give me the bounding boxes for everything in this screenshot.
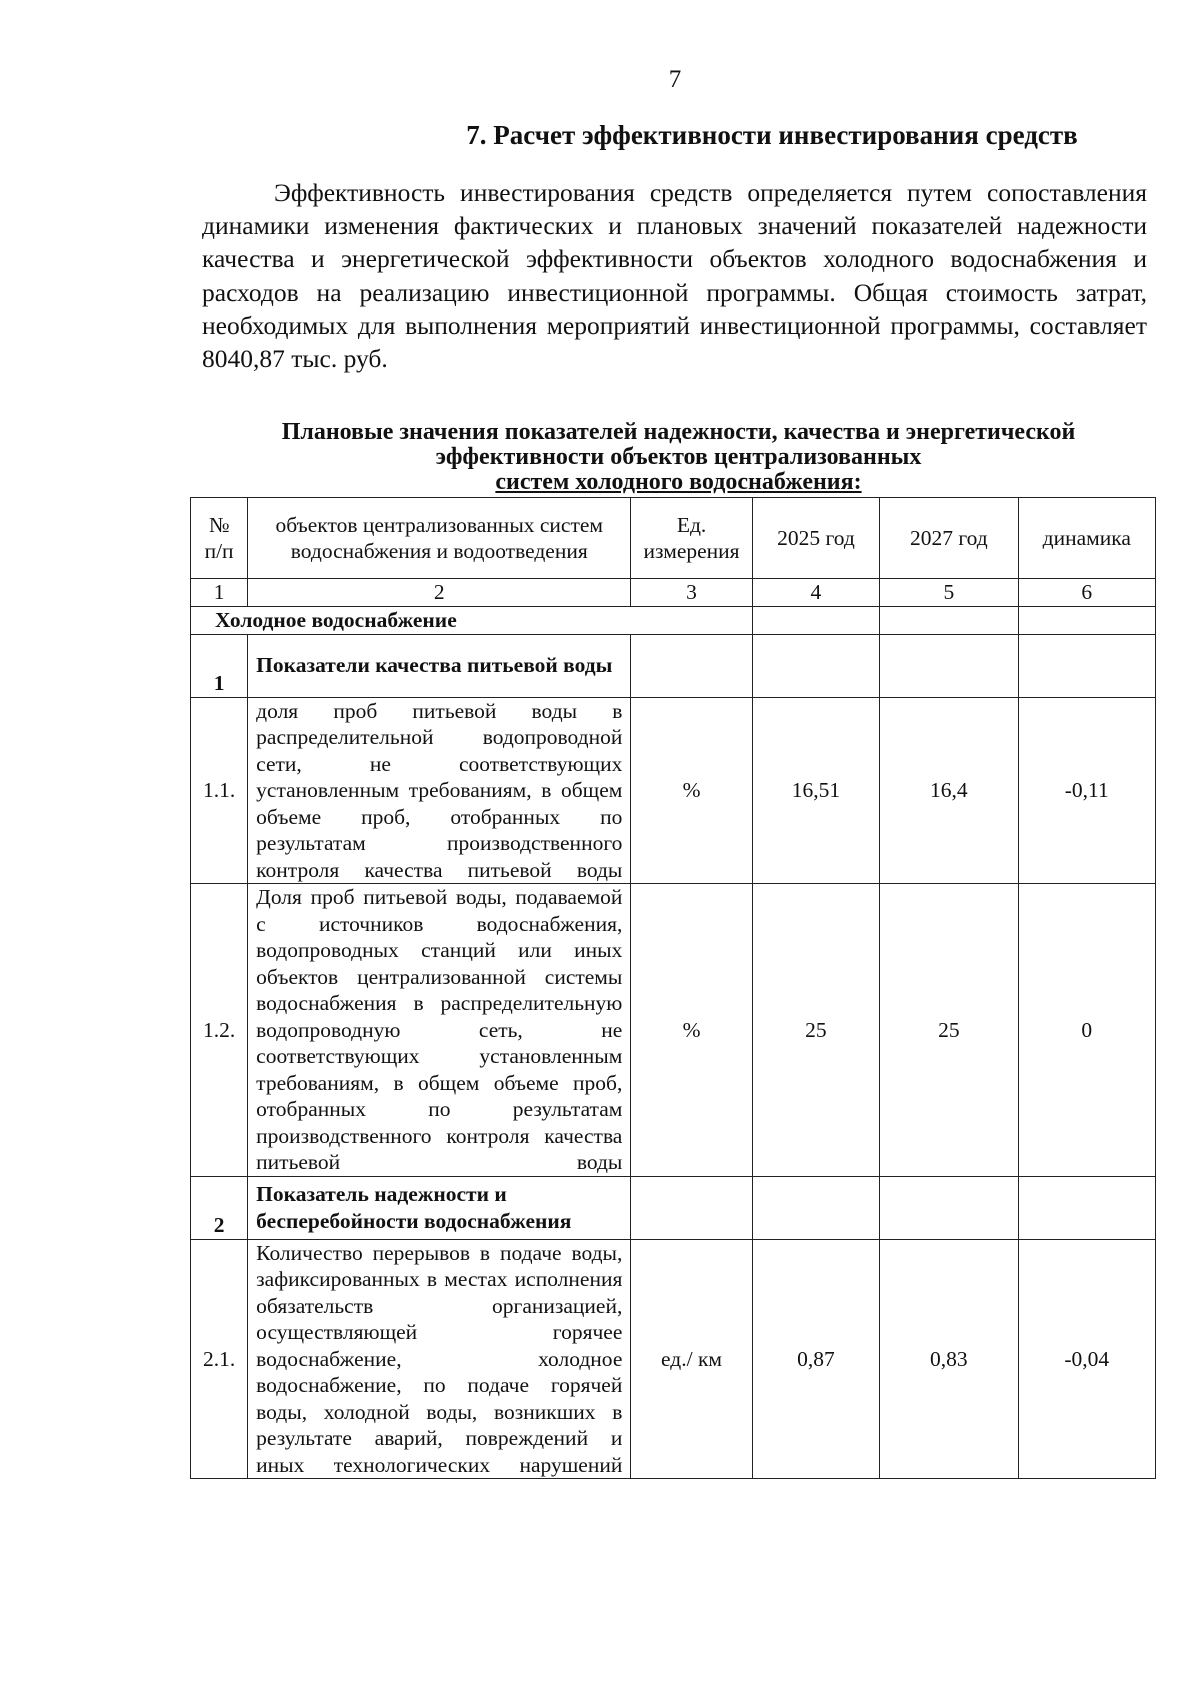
- group-row: [191, 1176, 1156, 1239]
- group-row: [191, 634, 1156, 697]
- header-unit: Ед. измерения: [631, 498, 752, 579]
- column-number: 4: [752, 579, 879, 607]
- header-dynamics: динамика: [1018, 498, 1155, 579]
- value-dynamics: -0,11: [1018, 697, 1155, 884]
- table-title-line-3: систем холодного водоснабжения:: [495, 469, 862, 495]
- header-name: объектов централизованных систем водоснабжения и водоотведения: [248, 498, 631, 579]
- header-num: № п/п: [191, 498, 248, 579]
- header-year-2025: 2025 год: [752, 498, 879, 579]
- table-title-line-2: эффективности объектов централизованных: [435, 444, 922, 470]
- row-number: 2.1.: [191, 1239, 248, 1479]
- page-number: 7: [668, 66, 682, 93]
- value-2025: 16,51: [752, 697, 879, 884]
- value-2027: 0,83: [880, 1239, 1018, 1479]
- column-number-row: [191, 579, 1156, 607]
- empty-cell: [631, 634, 752, 697]
- indicators-table: [190, 497, 1156, 1479]
- indicator-unit: %: [631, 697, 752, 884]
- table-row: [191, 697, 1156, 884]
- table-row: [191, 1239, 1156, 1479]
- indicator-unit: ед./ км: [631, 1239, 752, 1479]
- column-number: 6: [1018, 579, 1155, 607]
- value-dynamics: -0,04: [1018, 1239, 1155, 1479]
- empty-cell: [880, 634, 1018, 697]
- column-number: 5: [880, 579, 1018, 607]
- table-title-line-1: Плановые значения показателей надежности, качества и энергетической: [281, 419, 1076, 445]
- value-2027: 25: [880, 884, 1018, 1177]
- group-number: 2: [191, 1176, 248, 1239]
- empty-cell: [1018, 634, 1155, 697]
- table-title: [190, 420, 1167, 495]
- table-row: [191, 884, 1156, 1177]
- empty-cell: [752, 1176, 879, 1239]
- empty-cell: [1018, 606, 1155, 634]
- value-2025: 0,87: [752, 1239, 879, 1479]
- value-2027: 16,4: [880, 697, 1018, 884]
- value-dynamics: 0: [1018, 884, 1155, 1177]
- group-title: Показатели качества питьевой воды: [248, 634, 631, 697]
- section-label: Холодное водоснабжение: [191, 606, 753, 634]
- empty-cell: [752, 634, 879, 697]
- column-number: 3: [631, 579, 752, 607]
- intro-text: Эффективность инвестирования средств определяется путем сопоставления динамики изменения фактических и плановых значений показателей надежности качества и энергетической эффективности объектов холодного водоснабжения и расходов на реализацию инвестиционной программы. Общая стоимость затрат, необходимых для выполнения мероприятий инвестиционной программы, составляет 8040,87 тыс. руб.: [202, 178, 1147, 374]
- section-row: [191, 606, 1156, 634]
- intro-paragraph: [202, 176, 1147, 375]
- indicator-name: доля проб питьевой воды в распределительной водопроводной сети, не соответствующих установленным требованиям, в общем объеме проб, отобранных по результатам производственного контроля качества питьевой воды: [248, 697, 631, 884]
- empty-cell: [752, 606, 879, 634]
- indicator-name: Доля проб питьевой воды, подаваемой с источников водоснабжения, водопроводных станций или иных объектов централизованной системы водоснабжения в распределительную водопроводную сеть, не соответствующих установленным требованиям, в общем объеме проб, отобранных по результатам производственного контроля качества питьевой воды: [248, 884, 631, 1177]
- section-title: 7. Расчет эффективности инвестирования средств: [466, 120, 1078, 150]
- row-number: 1.1.: [191, 697, 248, 884]
- empty-cell: [631, 1176, 752, 1239]
- column-number: 2: [248, 579, 631, 607]
- empty-cell: [1018, 1176, 1155, 1239]
- column-number: 1: [191, 579, 248, 607]
- group-number: 1: [191, 634, 248, 697]
- row-number: 1.2.: [191, 884, 248, 1177]
- indicator-unit: %: [631, 884, 752, 1177]
- empty-cell: [880, 1176, 1018, 1239]
- empty-cell: [880, 606, 1018, 634]
- table-header-row: [191, 498, 1156, 579]
- value-2025: 25: [752, 884, 879, 1177]
- header-year-2027: 2027 год: [880, 498, 1018, 579]
- group-title: Показатель надежности и бесперебойности водоснабжения: [248, 1176, 631, 1239]
- indicator-name: Количество перерывов в подаче воды, зафиксированных в местах исполнения обязательств организацией, осуществляющей горячее водоснабжение, холодное водоснабжение, по подаче горячей воды, холодной воды, возникших в результате аварий, повреждений и иных технологических нарушений: [248, 1239, 631, 1479]
